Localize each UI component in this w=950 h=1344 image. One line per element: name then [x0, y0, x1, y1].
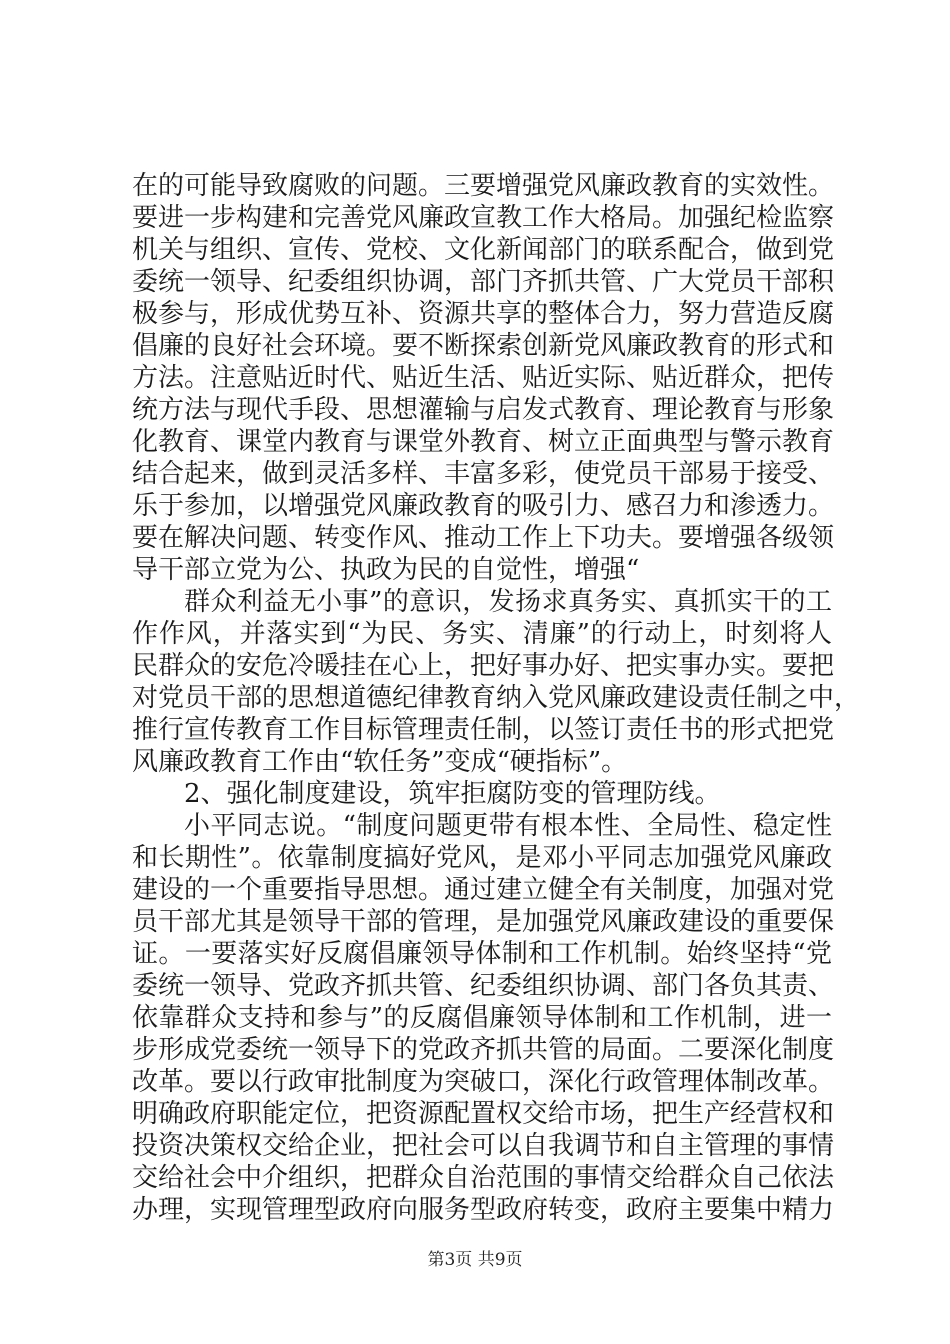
text-line: 要进一步构建和完善党风廉政宣教工作大格局。加强纪检监察	[132, 203, 835, 233]
text-line: 风廉政教育工作由“软任务”变成“硬指标”。	[132, 747, 628, 777]
text-line: 极参与，形成优势互补、资源共享的整体合力，努力营造反腐	[132, 299, 835, 329]
text-line: 作作风，并落实到“为民、务实、清廉”的行动上，时刻将人	[132, 619, 832, 649]
text-line: 依靠群众支持和参与”的反腐倡廉领导体制和工作机制，进一	[132, 1003, 832, 1033]
text-line: 统方法与现代手段、思想灌输与启发式教育、理论教育与形象	[132, 395, 835, 425]
text-line: 员干部尤其是领导干部的管理，是加强党风廉政建设的重要保	[132, 907, 835, 937]
text-line: 证。一要落实好反腐倡廉领导体制和工作机制。始终坚持“党	[132, 939, 832, 969]
text-line: 委统一领导、纪委组织协调，部门齐抓共管、广大党员干部积	[132, 267, 835, 297]
text-line: 改革。要以行政审批制度为突破口，深化行政管理体制改革。	[132, 1067, 835, 1097]
text-line: 2、强化制度建设，筑牢拒腐防变的管理防线。	[184, 779, 721, 809]
text-line: 明确政府职能定位，把资源配置权交给市场，把生产经营权和	[132, 1099, 835, 1129]
text-line: 对党员干部的思想道德纪律教育纳入党风廉政建设责任制之中，	[132, 683, 861, 713]
text-line: 小平同志说。“制度问题更带有根本性、全局性、稳定性	[184, 811, 832, 841]
text-line: 投资决策权交给企业，把社会可以自我调节和自主管理的事情	[132, 1131, 835, 1161]
text-line: 推行宣传教育工作目标管理责任制，以签订责任书的形式把党	[132, 715, 835, 745]
text-line: 要在解决问题、转变作风、推动工作上下功夫。要增强各级领	[132, 523, 835, 553]
text-line: 化教育、课堂内教育与课堂外教育、树立正面典型与警示教育	[132, 427, 835, 457]
text-line: 交给社会中介组织，把群众自治范围的事情交给群众自己依法	[132, 1163, 835, 1193]
text-line: 民群众的安危冷暖挂在心上，把好事办好、把实事办实。要把	[132, 651, 835, 681]
text-line: 在的可能导致腐败的问题。三要增强党风廉政教育的实效性。	[132, 171, 835, 201]
text-line: 办理，实现管理型政府向服务型政府转变，政府主要集中精力	[132, 1195, 835, 1225]
document-body	[132, 170, 861, 1226]
text-line: 方法。注意贴近时代、贴近生活、贴近实际、贴近群众，把传	[132, 363, 835, 393]
text-line: 导干部立党为公、执政为民的自觉性，增强“	[132, 555, 640, 585]
text-line: 机关与组织、宣传、党校、文化新闻部门的联系配合，做到党	[132, 235, 835, 265]
text-line: 乐于参加，以增强党风廉政教育的吸引力、感召力和渗透力。	[132, 491, 835, 521]
text-line: 建设的一个重要指导思想。通过建立健全有关制度，加强对党	[132, 875, 835, 905]
text-line: 委统一领导、党政齐抓共管、纪委组织协调、部门各负其责、	[132, 971, 835, 1001]
text-line: 群众利益无小事”的意识，发扬求真务实、真抓实干的工	[184, 587, 832, 617]
text-line: 结合起来，做到灵活多样、丰富多彩，使党员干部易于接受、	[132, 459, 835, 489]
page-footer: 第3页 共9页	[427, 1250, 523, 1270]
text-line: 和长期性”。依靠制度搞好党风，是邓小平同志加强党风廉政	[132, 843, 832, 873]
text-line: 倡廉的良好社会环境。要不断探索创新党风廉政教育的形式和	[132, 331, 835, 361]
text-line: 步形成党委统一领导下的党政齐抓共管的局面。二要深化制度	[132, 1035, 835, 1065]
